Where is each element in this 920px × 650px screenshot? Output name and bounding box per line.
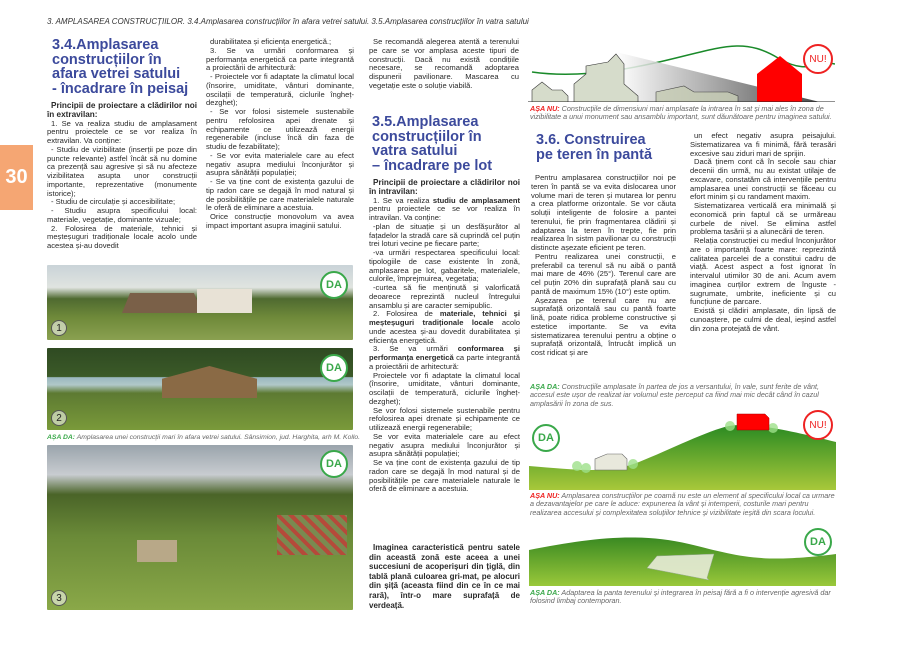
caption-da-slope	[530, 589, 838, 606]
title-line: - încadrare în peisaj	[52, 80, 189, 97]
caption-text: Amplasarea construcțiilor pe coamă nu este un element al specificului local ca urmare a dezavantajelor pe care le aduce: expunerea la vânt și intemperii, costurile mari pentru realizarea accesului și complexitatea soluțiilor tehnice și vizibilitate ieșită din scara locului.	[530, 491, 835, 517]
section-3-5-closing	[369, 543, 520, 610]
paragraph: - Studiu de circulație și accesibilitate;	[51, 197, 176, 207]
caption-label: AȘA DA:	[530, 382, 560, 391]
paragraph: 1. Se va realiza studiu de amplasament pentru proiectele ce se vor realiza în intravilan. Va conține:	[369, 195, 520, 222]
paragraph: Proiectele vor fi adaptate la climatul local (însorire, umiditate, vânturi dominante, oscilații de temperatură, ciclurile îngheț-dezghet);	[369, 370, 520, 406]
paragraph: Pentru amplasarea construcțiilor noi pe teren în pantă se va evita dislocarea unor volume mari de teren și mutarea lor penru a crea platforme orizontale. Se vor căuta soluții inteligente de folosire a pantei terenului, fie prin fragmentarea clădirii și adaptarea la teren în trepte, fie prin realizarea în sistm pavilionar cu construcții distincte așezate eficient pe teren.	[531, 173, 676, 252]
title-line: construcțiilor în	[52, 51, 162, 68]
paragraph: Se vor folosi sistemele sustenabile pentru refolosirea apei drenate și echipamente ce utilizează energii regenerabile;	[369, 405, 520, 432]
running-header: 3. AMPLASAREA CONSTRUCȚIILOR. 3.4.Amplasarea construcțiilor în afara vetrei satului. 3.5.Amplasarea construcțiilor în vatra satului	[47, 17, 529, 26]
section-3-4-col1	[47, 100, 197, 251]
paragraph: 3. Se va urmări conformarea și performanța energetică ca parte integrantă a proiectării de arhitectură:	[206, 45, 354, 73]
caption-text: Construcțiile amplasate în partea de jos a versantului, în vale, sunt ferite de vânt, accesul este ușor de realizat iar volumul este perceput ca fiind mai mic decât când în cazul amplasării în zona de sus.	[530, 382, 819, 408]
section-3-4-title	[52, 38, 202, 96]
diagram-slope-integration	[529, 530, 836, 586]
title-line: 3.4.Amplasarea	[52, 37, 159, 53]
paragraph: - Studiu de vizibilitate (inserții pe poze din puncte relevante) astfel încât să nu domine ca prezență sau agresive și să nu afecteze vizibilitatea asupta unor construcții importante, reprezentative (monumente istorice);	[47, 144, 197, 198]
page-number-tab: 30	[0, 145, 33, 210]
bold-phrase: conformarea și performanța energetică	[369, 344, 520, 362]
paragraph: Pentru realizarea unei construcții, e preferabil ca terenul să nu aibă o pantă mai mare de 46% (25°). Terenul care are cel puțin 20% din suprafață plană sau cu pantă de maximum 15% (10°) este optim.	[531, 251, 676, 296]
paragraph: -va urmări respectarea specificului local: tipologiile de case existente în zonă, amplasarea pe lot, gabaritele, materialele, culorile, împrejmuirea, vegetația;	[369, 248, 520, 284]
caption-label: AȘA DA:	[47, 434, 76, 441]
section-3-5-title	[372, 115, 522, 173]
da-badge: DA	[532, 424, 560, 452]
nu-badge: NU!	[803, 44, 833, 74]
photo-2-barn-field	[47, 348, 353, 430]
section-3-6-col5	[690, 132, 836, 333]
title-line: – încadrare pe lot	[372, 157, 493, 174]
paragraph: Există și clădiri amplasate, din lipsă de cunoaștere, pe culmi de deal, ieșind astfel din zona protejată de vânt.	[690, 306, 836, 333]
da-badge: DA	[320, 354, 348, 382]
section-3-6-col4	[531, 174, 676, 358]
da-badge: DA	[804, 528, 832, 556]
title-line: 3.5.Amplasarea	[372, 114, 479, 130]
da-badge: DA	[320, 450, 348, 478]
title-line: 3.6. Construirea	[536, 132, 646, 148]
photo-number: 1	[51, 320, 67, 336]
photo-3-aerial-village	[47, 445, 353, 610]
title-line: construcțiilor în	[372, 128, 482, 145]
paragraph: 3. Se va urmări conformarea și performanța energetică ca parte integrantă a proiectării de arhitectură:	[369, 344, 521, 371]
title-line: afara vetrei satului	[52, 66, 181, 82]
photo-number: 3	[51, 590, 67, 606]
paragraph: - Proiectele vor fi adaptate la climatul local (însorire, umiditate, vânturi dominante, oscilații de temperatură, ciclurile îngheț-dezghet);	[206, 72, 354, 108]
caption-text: Construcțiile de dimensiuni mari amplasate la intrarea în sat și mai ales în zona de vizibilitate a unui monument sau ansamblu important, sunt dăunătoare pentru imaginea satului.	[530, 104, 832, 122]
section-3-4-col3	[369, 38, 519, 91]
title-line: vatra satului	[372, 143, 458, 159]
paragraph: Relația construcției cu mediul înconjurător are o importanță foarte mare: reprezintă calitatea parcelei de a constitui cadru de viață. Acest aspect a fost ignorat în intervalul utimilor 30 de ani. Acum avem imaginea curților extrem de înguste - sugrumate, umbrite, ineficiente și cu funcțiune de parcare.	[690, 236, 836, 307]
photo-caption	[47, 434, 361, 442]
section-3-4-col2	[206, 38, 354, 231]
diagram-hill-placement	[529, 412, 836, 490]
caption-da-valley	[530, 383, 838, 408]
paragraph: - Se vor evita materialele care au efect negativ asupra mediului înconjurător și asupra sănătății populației;	[206, 150, 354, 178]
caption-nu-ridge	[530, 492, 838, 517]
paragraph: Se vor evita materialele care au efect negativ asupra mediului înconjurător și asupra sănătății populației;	[369, 431, 520, 459]
paragraph: Sistematizarea verticală era minimală și economică prin faptul că se urmăreau curbele de nivel. Se elimina astfel problema tasării și a alunecării de teren.	[690, 201, 836, 237]
paragraph: 2. Folosirea de materiale, tehnici și meșteșuguri tradiționale locale acolo unde acestea și-au dovedit	[47, 223, 197, 250]
paragraph: 1. Se va realiza studiu de amplasament pentru proiectele ce se vor realiza în extravilan. Va conține:	[47, 118, 197, 145]
photo-number: 2	[51, 410, 67, 426]
paragraph: Se va ține cont de existența gazului de tip radon care se degajă în mod natural și de posibilitățile pe care materialele naturale le oferă de eliminare a acestuia.	[369, 458, 520, 494]
subheading: Principii de proiectare a clădirilor noi în extravilan:	[47, 101, 197, 119]
diagram1-caption	[530, 105, 840, 122]
bold-phrase: studiu de amplasament	[432, 195, 520, 205]
paragraph: Dacă ținem cont că în secole sau chiar decenii din urmă, nu au existat utilaje de excavare, constatăm că intervențiile pentru amplasarea unei construcții se făceau cu efort minim și cu randament maxim.	[690, 157, 836, 202]
nu-badge: NU!	[803, 410, 833, 440]
caption-label: AȘA DA:	[530, 588, 560, 597]
subheading: Principii de proiectare a clădirilor noi în intravilan:	[369, 178, 520, 196]
diagram-village-entry-nu	[528, 30, 835, 102]
paragraph: Orice construcție monovolum va avea impact important asupra imaginii satului.	[206, 212, 354, 230]
caption-label: AȘA NU:	[530, 104, 560, 113]
section-3-6-title	[536, 133, 686, 162]
caption-text: Adaptarea la panta terenului și integrarea în peisaj fără a fi o intervenție agresivă dar folosind limbaj contemporan.	[530, 588, 831, 606]
paragraph: - Se va ține cont de existența gazului de tip radon care se degajă în mod natural și de posibilitățile pe care materialele naturale le oferă de eliminare a acestuia.	[206, 177, 354, 213]
paragraph: Se recomandă alegerea atentă a terenului pe care se vor amplasa aceste tipuri de construcții. Dacă nu există condițiile necesare, se recomandă adoptarea dispunerii pavilionare. Mascarea cu vegetație este o soluție viabilă.	[369, 37, 519, 90]
paragraph: -plan de situație și un desfășurător al fațadelor la stradă care să cuprindă cel puțin trei loturi vecine pe fiecare parte;	[369, 221, 520, 249]
paragraph: durabilitatea și eficiența energetică.;	[210, 37, 332, 46]
caption-text: Amplasarea unei construcții mari în afara vetrei satului. Sânsimion, jud. Harghita, arh M. Kollo.	[75, 434, 361, 441]
paragraph: 2. Folosirea de materiale, tehnici și meșteșuguri tradiționale locale acolo unde acestea și-au dovedit durabilitatea și eficiența energetică.	[369, 309, 520, 345]
paragraph: Așezarea pe terenul care nu are suprafață orizontală sau cu pantă foarte lină, poate ridica probleme constructive și estetice importante. Se va evita sistematizarea terenului pentru a obține o suprafață orizontală, întrucât implică un cost ridicat și are	[531, 295, 676, 357]
photo-1-barn-landscape	[47, 265, 353, 340]
title-line: pe teren în pantă	[536, 146, 653, 163]
paragraph: Imaginea caracteristică pentru satele din această zonă este aceea a unei succesiuni de acoperișuri din țiglă, din tablă plană culoarea gri-mat, pe alocuri din șiță (aceasta fiind din ce în ce mai rară), într-o mare suprafață de verdeață.	[369, 543, 520, 610]
paragraph: un efect negativ asupra peisajului. Sistematizarea va fi minimă, fără terasări excesive sau ziduri mari de sprijin.	[690, 131, 836, 158]
paragraph: -curtea să fie menținută și valorficată deoarece reprezintă nucleul întregului ansamblu și are caracter semipublic.	[369, 283, 520, 310]
bold-phrase: materiale, tehnici și meșteșuguri tradiționale locale	[369, 309, 520, 327]
caption-label: AȘA NU:	[530, 491, 560, 500]
da-badge: DA	[320, 271, 348, 299]
section-3-5-body	[369, 177, 520, 494]
paragraph: - Se vor folosi sistemele sustenabile pentru refolosirea apei drenate și echipamente ce utilizează energii regenerabile (incluse încă din faza de studiu de fezabilitate);	[206, 107, 354, 151]
paragraph: - Studiu asupra specificului local: materiale, vegetație, dominante vizuale;	[47, 206, 197, 224]
